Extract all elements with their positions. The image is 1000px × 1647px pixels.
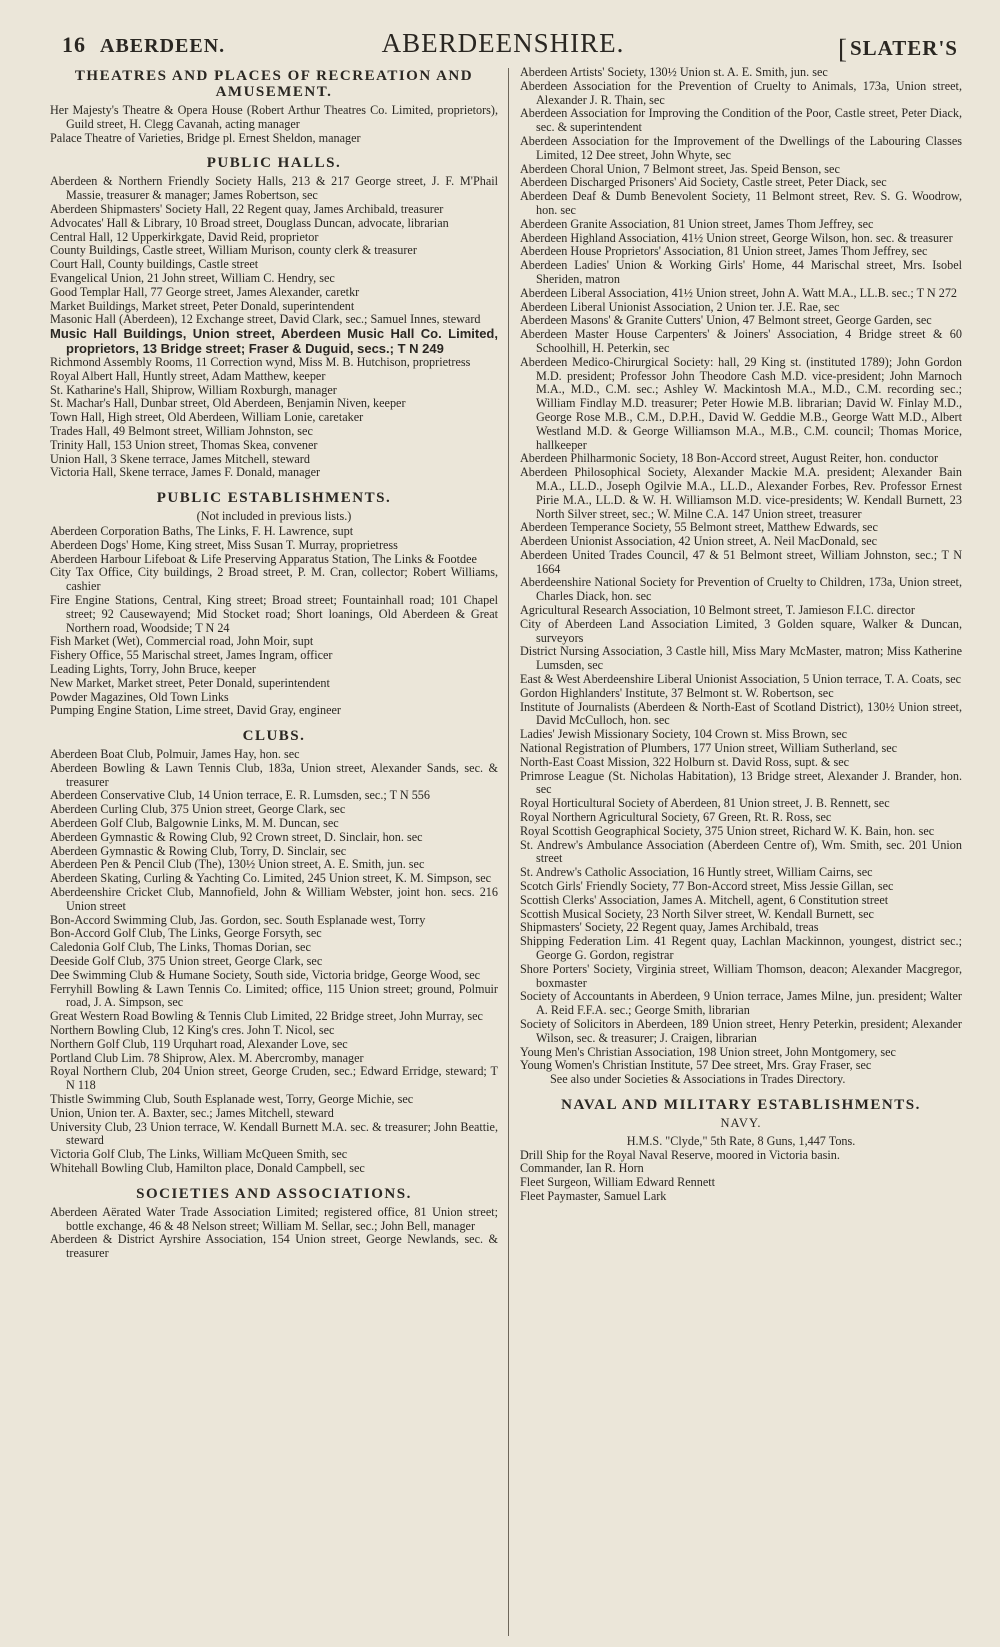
section-note: (Not included in previous lists.) [196, 509, 352, 524]
section-title: PUBLIC ESTABLISHMENTS. [156, 490, 392, 507]
directory-entry: Young Women's Christian Institute, 57 Dee street, Mrs. Gray Fraser, sec [520, 1058, 872, 1073]
directory-entry: Aberdeen Skating, Curling & Yachting Co. Limited, 245 Union street, K. M. Simpson, sec [50, 871, 492, 886]
directory-entry: Evangelical Union, 21 John street, William C. Hendry, sec [50, 270, 335, 285]
directory-entry: Aberdeen Temperance Society, 55 Belmont street, Matthew Edwards, sec [520, 520, 878, 535]
directory-entry: Aberdeen Dogs' Home, King street, Miss Susan T. Murray, proprietress [50, 537, 398, 552]
directory-entry: District Nursing Association, 3 Castle hill, Miss Mary McMaster, matron; Miss Katherine Lumsden, sec [520, 644, 962, 673]
section-societies-and-associations [50, 1186, 498, 1261]
directory-entry: Royal Albert Hall, Huntly street, Adam Matthew, keeper [50, 368, 326, 383]
directory-entry: Fishery Office, 55 Marischal street, James Ingram, officer [50, 648, 333, 663]
directory-entry: Royal Northern Club, 204 Union street, George Cruden, sec.; Edward Erridge, steward; T N 118 [50, 1064, 498, 1093]
left-column [50, 66, 498, 1261]
directory-entry: Caledonia Golf Club, The Links, Thomas Dorian, sec [50, 940, 311, 955]
directory-entry: Aberdeen Association for Improving the Condition of the Poor, Castle street, Peter Diack, sec. & superintendent [520, 106, 962, 135]
directory-entry: Aberdeen Bowling & Lawn Tennis Club, 183a, Union street, Alexander Sands, sec. & treasurer [50, 760, 498, 789]
directory-entry: Northern Golf Club, 119 Urquhart road, Alexander Love, sec [50, 1036, 348, 1051]
directory-entry: Aberdeen Association for the Improvement of the Dwellings of the Labouring Classes Limited, 12 Dee street, John Whyte, sec [520, 133, 962, 162]
directory-entry: Aberdeen United Trades Council, 47 & 51 Belmont street, William Johnston, sec.; T N 1664 [520, 547, 962, 576]
directory-entry: Aberdeen Granite Association, 81 Union street, James Thom Jeffrey, sec [520, 216, 874, 231]
page-header [48, 28, 958, 64]
directory-entry: Aberdeen Deaf & Dumb Benevolent Society, 11 Belmont street, Rev. S. G. Woodrow, hon. sec [520, 189, 962, 217]
directory-entry: Scottish Clerks' Association, James A. Mitchell, agent, 6 Constitution street [520, 892, 889, 907]
directory-entry: Victoria Golf Club, The Links, William McQueen Smith, sec [50, 1147, 348, 1162]
section-clubs [50, 728, 498, 1176]
directory-entry: Aberdeenshire National Society for Prevention of Cruelty to Children, 173a, Union street, Charles Diack, hon. sec [520, 575, 962, 604]
section-title: SOCIETIES AND ASSOCIATIONS. [136, 1185, 412, 1202]
directory-entry: National Registration of Plumbers, 177 Union street, William Sutherland, sec [520, 741, 898, 756]
directory-entry: Court Hall, County buildings, Castle street [50, 257, 259, 272]
section-title: CLUBS. [242, 728, 306, 745]
directory-entry: Agricultural Research Association, 10 Belmont street, T. Jamieson F.I.C. director [520, 603, 915, 618]
directory-entry: East & West Aberdeenshire Liberal Unionist Association, 5 Union terrace, T. A. Coats, sec [520, 672, 962, 687]
directory-entry: Aberdeen Liberal Unionist Association, 2 Union ter. J.E. Rae, sec [520, 299, 840, 314]
directory-entry: Palace Theatre of Varieties, Bridge pl. Ernest Sheldon, manager [50, 130, 361, 145]
directory-entry: Great Western Road Bowling & Tennis Club Limited, 22 Bridge street, John Murray, sec [50, 1009, 483, 1024]
directory-entry: Institute of Journalists (Aberdeen & North-East of Scotland District), 130½ Union street, David McCulloch, hon. sec [520, 699, 962, 728]
directory-entry: Aberdeen Discharged Prisoners' Aid Society, Castle street, Peter Diack, sec [520, 175, 887, 190]
section-public-halls [50, 155, 498, 480]
directory-entry: County Buildings, Castle street, William Murison, county clerk & treasurer [50, 243, 417, 258]
directory-entry: New Market, Market street, Peter Donald, superintendent [50, 675, 330, 690]
directory-entry: Aberdeen Medico-Chirurgical Society: hall, 29 King st. (instituted 1789); John Gordon M.D. president; Professor John Theodore Cash M.D. vice-president; John Marnoch M.A., M.D., C.M. sec.; Ashley W. Mackintosh M.A., M.D., C.M. recording sec.; William Findlay M.D. treasurer; Peter Howie M.B. librarian; David W. Finlay M.D., George Rose M.B., C.M., D.P.H., David W. Geddie M.B., George Watt M.D., Albert Westland M.D. & George Williamson M.A., M.B., C.M. council; Thomas Morice, hallkeeper [520, 354, 962, 452]
directory-entry: Aberdeen Choral Union, 7 Belmont street, Jas. Speid Benson, sec [520, 161, 840, 176]
directory-entry: Aberdeen Golf Club, Balgownie Links, M. M. Duncan, sec [50, 816, 339, 831]
directory-entry: Aberdeen Masons' & Granite Cutters' Union, 47 Belmont street, George Garden, sec [520, 313, 932, 328]
directory-entry: Scotch Girls' Friendly Society, 77 Bon-Accord street, Miss Jessie Gillan, sec [520, 879, 894, 894]
directory-entry: Good Templar Hall, 77 George street, James Alexander, caretkr [50, 284, 360, 299]
directory-entry: Bon-Accord Golf Club, The Links, George Forsyth, sec [50, 926, 322, 941]
directory-entry: Dee Swimming Club & Humane Society, South side, Victoria bridge, George Wood, sec [50, 967, 481, 982]
directory-entry: Leading Lights, Torry, John Bruce, keeper [50, 661, 256, 676]
column-divider [508, 68, 509, 1636]
directory-entry: Powder Magazines, Old Town Links [50, 689, 229, 704]
directory-entry: Royal Scottish Geographical Society, 375 Union street, Richard W. K. Bain, hon. sec [520, 823, 935, 838]
directory-entry: Fish Market (Wet), Commercial road, John Moir, supt [50, 634, 314, 649]
directory-entry: Central Hall, 12 Upperkirkgate, David Reid, proprietor [50, 229, 319, 244]
directory-entry: Richmond Assembly Rooms, 11 Correction wynd, Miss M. B. Hutchison, proprietress [50, 354, 471, 369]
directory-entry: Aberdeen Liberal Association, 41½ Union street, John A. Watt M.A., LL.B. sec.; T N 272 [520, 285, 958, 300]
directory-entry: Aberdeen Highland Association, 41½ Union street, George Wilson, hon. sec. & treasurer [520, 230, 953, 245]
directory-entry: Aberdeen Unionist Association, 42 Union street, A. Neil MacDonald, sec [520, 534, 878, 549]
directory-entry: Aberdeen Conservative Club, 14 Union terrace, E. R. Lumsden, sec.; T N 556 [50, 788, 430, 803]
directory-entry: Pumping Engine Station, Lime street, David Gray, engineer [50, 703, 341, 718]
directory-entry: Primrose League (St. Nicholas Habitation), 13 Bridge street, Alexander J. Brander, hon. sec [520, 768, 962, 797]
section-public-establishments [50, 490, 498, 718]
directory-entry: Ladies' Jewish Missionary Society, 104 Crown st. Miss Brown, sec [520, 727, 848, 742]
section-title: THEATRES AND PLACES OF RECREATION AND AMUSEMENT. [74, 68, 474, 100]
directory-entry: Society of Accountants in Aberdeen, 9 Union terrace, James Milne, jun. president; Walter A. Reid F.F.A. sec.; George Smith, librarian [520, 989, 962, 1018]
header-city: ABERDEEN. [100, 35, 226, 57]
page-title: ABERDEENSHIRE. [381, 28, 625, 58]
directory-entry: Victoria Hall, Skene terrace, James F. Donald, manager [50, 465, 321, 480]
directory-entry: Union Hall, 3 Skene terrace, James Mitchell, steward [50, 451, 310, 466]
directory-entry: Aberdeen Shipmasters' Society Hall, 22 Regent quay, James Archibald, treasurer [50, 201, 444, 216]
directory-entry: Aberdeen Artists' Society, 130½ Union st. A. E. Smith, jun. sec [520, 65, 828, 79]
directory-entry: Shipping Federation Lim. 41 Regent quay, Lachlan Mackinnon, youngest, district sec.; George G. Gordon, registrar [520, 934, 962, 962]
directory-entry: Scottish Musical Society, 23 North Silver street, W. Kendall Burnett, sec [520, 906, 874, 921]
section-continued [520, 66, 962, 1087]
directory-entry: Aberdeen Gymnastic & Rowing Club, 92 Crown street, D. Sinclair, hon. sec [50, 829, 423, 844]
directory-entry: Portland Club Lim. 78 Shiprow, Alex. M. Abercromby, manager [50, 1050, 364, 1065]
directory-entry: Aberdeen Pen & Pencil Club (The), 130½ Union street, A. E. Smith, jun. sec [50, 857, 425, 872]
section-title: NAVAL AND MILITARY ESTABLISHMENTS. [561, 1096, 921, 1113]
section-title: PUBLIC HALLS. [206, 155, 342, 172]
header-right [838, 31, 958, 62]
section-theatres-and-places-of-recreation-and-amusement [50, 68, 498, 145]
directory-entry: Fleet Surgeon, William Edward Rennett [520, 1175, 716, 1190]
directory-entry: Shipmasters' Society, 22 Regent quay, James Archibald, treas [520, 920, 819, 935]
directory-entry: Northern Bowling Club, 12 King's cres. John T. Nicol, sec [50, 1023, 335, 1038]
directory-entry: Trades Hall, 49 Belmont street, William Johnston, sec [50, 423, 313, 438]
directory-entry: Aberdeen & District Ayrshire Association, 154 Union street, George Newlands, sec. & treasurer [50, 1232, 498, 1261]
directory-entry: Aberdeen Ladies' Union & Working Girls' Home, 44 Marischal street, Mrs. Isobel Sheriden, matron [520, 258, 962, 286]
directory-entry: Aberdeen Boat Club, Polmuir, James Hay, hon. sec [50, 747, 300, 762]
directory-entry: Commander, Ian R. Horn [520, 1161, 644, 1176]
directory-entry: Aberdeen Aërated Water Trade Association Limited; registered office, 81 Union street; bottle exchange, 46 & 48 Nelson street; William M. Sellar, sec.; John Bell, manager [50, 1204, 498, 1233]
directory-entry: University Club, 23 Union terrace, W. Kendall Burnett M.A. sec. & treasurer; John Beattie, steward [50, 1119, 498, 1148]
directory-entry: Deeside Golf Club, 375 Union street, George Clark, sec [50, 954, 323, 969]
directory-entry: Aberdeen Association for the Prevention of Cruelty to Animals, 173a, Union street, Alexander J. R. Thain, sec [520, 78, 962, 107]
directory-entry: Royal Northern Agricultural Society, 67 Green, Rt. R. Ross, sec [520, 810, 832, 825]
directory-entry: Gordon Highlanders' Institute, 37 Belmont st. W. Robertson, sec [520, 685, 834, 700]
directory-entry: Aberdeen Corporation Baths, The Links, F. H. Lawrence, supt [50, 523, 354, 538]
directory-entry: Fire Engine Stations, Central, King street; Broad street; Fountainhall road; 101 Chapel street; 92 Causewayend; Mid Stocket road; Short loanings, Old Aberdeen & Great Northern road, Woodside; T N 24 [50, 592, 498, 635]
directory-entry: Aberdeen Philharmonic Society, 18 Bon-Accord street, August Reiter, hon. conductor [520, 451, 939, 466]
directory-entry: Advocates' Hall & Library, 10 Broad street, Douglass Duncan, advocate, librarian [50, 215, 449, 230]
directory-entry: H.M.S. "Clyde," 5th Rate, 8 Guns, 1,447 Tons. [626, 1133, 856, 1148]
directory-entry: Trinity Hall, 153 Union street, Thomas Skea, convener [50, 437, 318, 452]
publisher-name: SLATER'S [850, 36, 958, 60]
directory-entry: St. Machar's Hall, Dunbar street, Old Aberdeen, Benjamin Niven, keeper [50, 396, 406, 411]
directory-entry: Whitehall Bowling Club, Hamilton place, Donald Campbell, sec [50, 1161, 365, 1175]
directory-entry: Thistle Swimming Club, South Esplanade west, Torry, George Michie, sec [50, 1092, 414, 1107]
header-bracket: [ [838, 34, 848, 64]
directory-entry: Drill Ship for the Royal Naval Reserve, moored in Victoria basin. [520, 1147, 840, 1162]
page-number: 16 [62, 32, 86, 57]
directory-entry-advert: Music Hall Buildings, Union street, Aberdeen Music Hall Co. Limited, proprietors, 13 Bridge street; Fraser & Duguid, secs.; T N 249 [50, 326, 498, 356]
directory-entry: Shore Porters' Society, Virginia street, William Thomson, deacon; Alexander Macgregor, boxmaster [520, 961, 962, 990]
directory-entry: Market Buildings, Market street, Peter Donald, superintendent [50, 298, 355, 313]
directory-entry: North-East Coast Mission, 322 Holburn st. David Ross, supt. & sec [520, 754, 850, 769]
section-naval-and-military-establishments [520, 1097, 962, 1204]
directory-entry: Aberdeen Curling Club, 375 Union street, George Clark, sec [50, 802, 346, 817]
right-column [520, 66, 962, 1204]
directory-entry: Aberdeen Master House Carpenters' & Joiners' Association, 4 Bridge street & 60 Schoolhill, H. Peterkin, sec [520, 327, 962, 355]
directory-entry: Aberdeen & Northern Friendly Society Halls, 213 & 217 George street, J. F. M'Phail Massie, treasurer & manager; James Robertson, sec [50, 174, 498, 203]
directory-entry: St. Andrew's Catholic Association, 16 Huntly street, William Cairns, sec [520, 865, 873, 880]
directory-entry: Aberdeen House Proprietors' Association, 81 Union street, James Thom Jeffrey, sec [520, 244, 928, 259]
directory-entry: Aberdeen Philosophical Society, Alexander Mackie M.A. president; Alexander Bain M.A., LL.D., Joseph Ogilvie M.A., LL.D., Alexander Forbes, Rev. Professor Ernest Pirie M.A., LL.D. & W. H. Williamson M.D. vice-presidents; W. Kendall Burnett, 23 North Silver street, sec.; W. Milne C.A. 147 Union street, treasurer [520, 465, 962, 521]
directory-entry: Ferryhill Bowling & Lawn Tennis Co. Limited; office, 115 Union street; ground, Polmuir road, J. A. Simpson, sec [50, 981, 498, 1010]
directory-entry: Aberdeenshire Cricket Club, Mannofield, John & William Webster, joint hon. secs. 216 Union street [50, 885, 498, 913]
directory-entry: St. Andrew's Ambulance Association (Aberdeen Centre of), Wm. Smith, sec. 201 Union street [520, 837, 962, 866]
directory-entry: Masonic Hall (Aberdeen), 12 Exchange street, David Clark, sec.; Samuel Innes, steward [50, 312, 481, 327]
directory-entry: Society of Solicitors in Aberdeen, 189 Union street, Henry Peterkin, president; Alexander Wilson, sec. & treasurer; J. Craigen, librarian [520, 1016, 962, 1045]
directory-entry: City of Aberdeen Land Association Limited, 3 Golden square, Walker & Duncan, surveyors [520, 616, 962, 645]
directory-entry: Town Hall, High street, Old Aberdeen, William Lonie, caretaker [50, 410, 364, 425]
directory-entry: Royal Horticultural Society of Aberdeen, 81 Union street, J. B. Rennett, sec [520, 796, 890, 811]
directory-entry: Her Majesty's Theatre & Opera House (Robert Arthur Theatres Co. Limited, proprietors), Guild street, H. Clegg Cavanah, acting manager [50, 103, 498, 131]
directory-entry: Aberdeen Harbour Lifeboat & Life Preserving Apparatus Station, The Links & Footdee [50, 551, 477, 566]
directory-entry: City Tax Office, City buildings, 2 Broad street, P. M. Cran, collector; Robert Williams, cashier [50, 565, 498, 594]
directory-entry: St. Katharine's Hall, Shiprow, William Roxburgh, manager [50, 382, 337, 397]
directory-entry: See also under Societies & Associations in Trades Directory. [550, 1072, 846, 1087]
directory-entry: Fleet Paymaster, Samuel Lark [520, 1188, 667, 1203]
directory-entry: Young Men's Christian Association, 198 Union street, John Montgomery, sec [520, 1044, 896, 1059]
directory-entry: Bon-Accord Swimming Club, Jas. Gordon, sec. South Esplanade west, Torry [50, 912, 426, 927]
directory-entry: Union, Union ter. A. Baxter, sec.; James Mitchell, steward [50, 1105, 334, 1120]
directory-entry: Aberdeen Gymnastic & Rowing Club, Torry, D. Sinclair, sec [50, 843, 347, 858]
section-subtitle: NAVY. [720, 1115, 762, 1130]
